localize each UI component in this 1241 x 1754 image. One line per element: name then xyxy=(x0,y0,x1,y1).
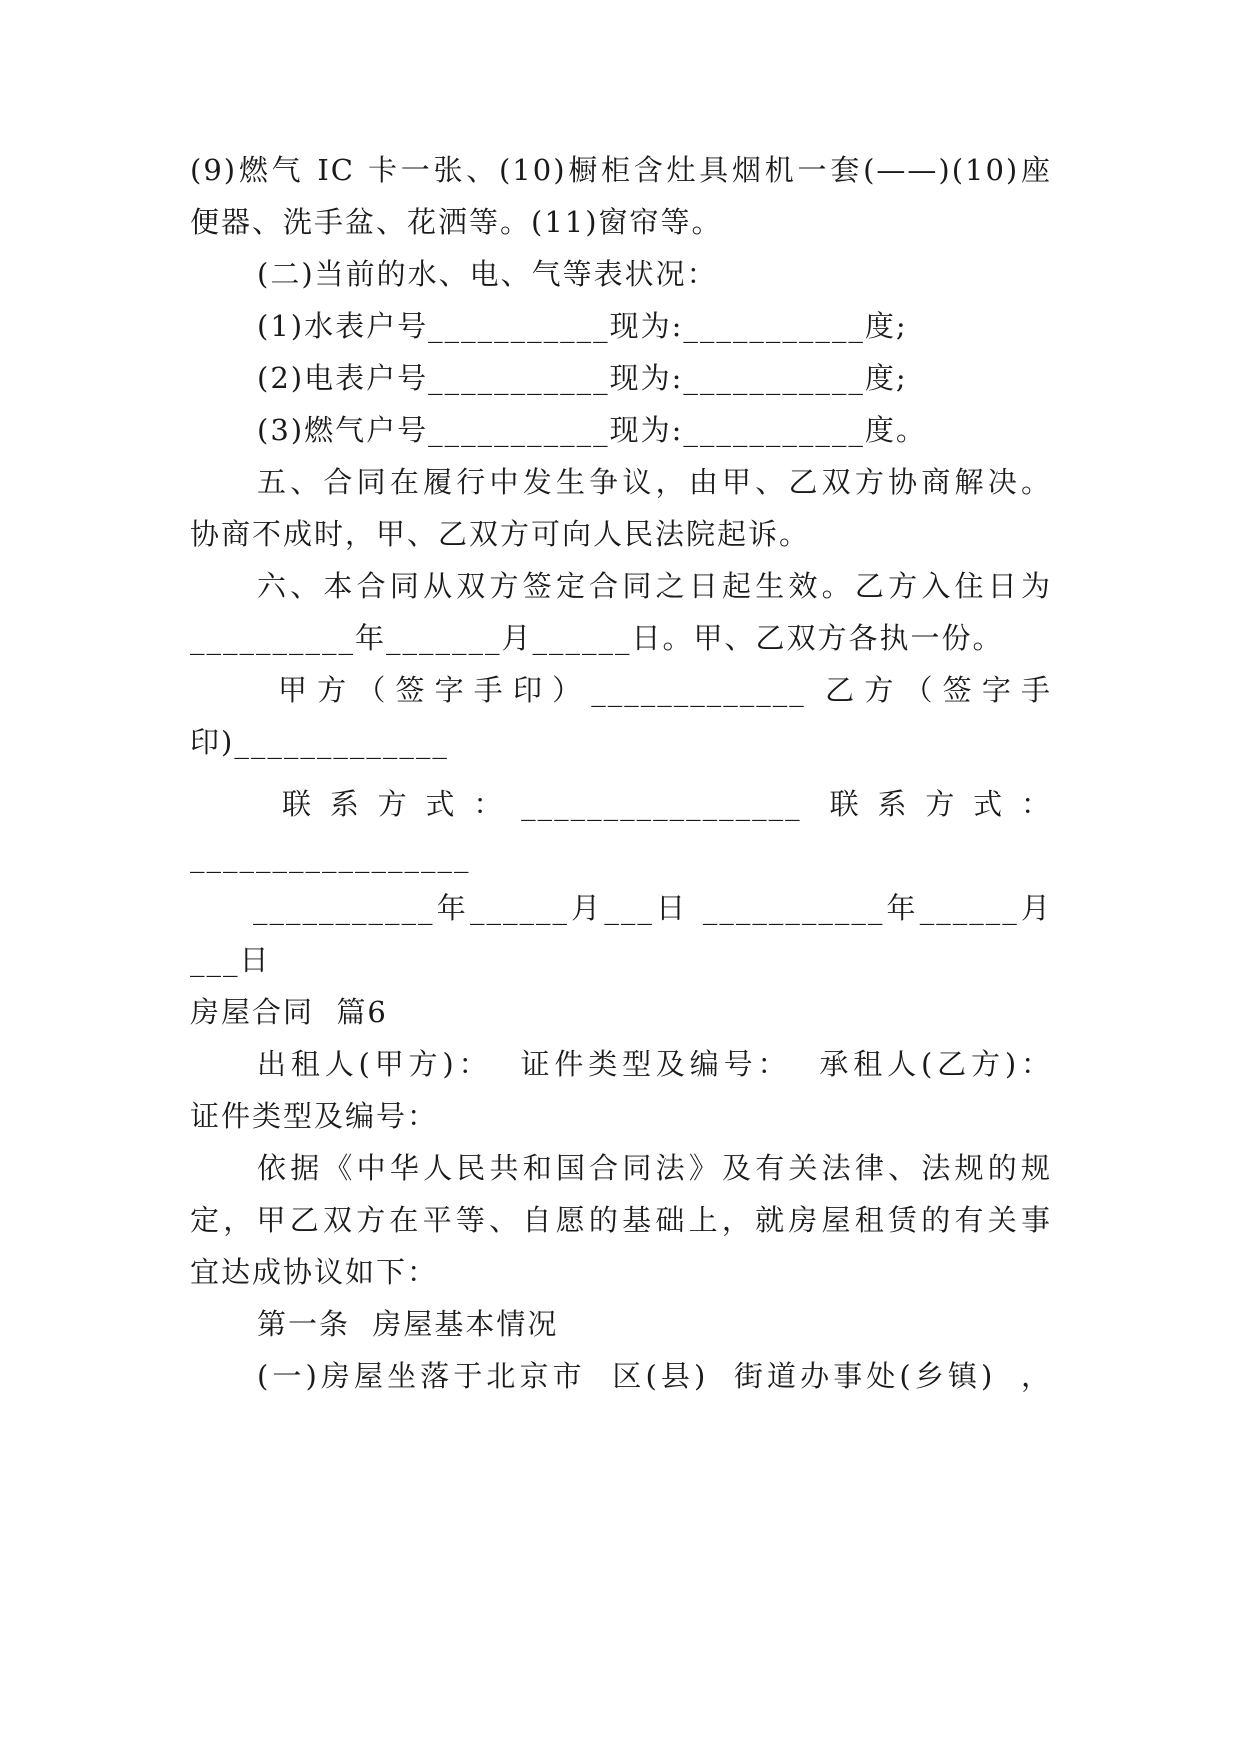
text-line: ___日 xyxy=(190,943,271,977)
date-line: ___________年______月___日 ___________年______月 xyxy=(253,891,1052,925)
text-line: 定，甲乙双方在平等、自愿的基础上，就房屋租赁的有关事 xyxy=(190,1203,1052,1237)
text-line: 六、本合同从双方签定合同之日起生效。乙方入住日为 xyxy=(257,569,1052,603)
text-line: _________________ xyxy=(190,839,471,873)
text-line: 证件类型及编号： xyxy=(190,1099,439,1133)
article-heading: 第一条 房屋基本情况 xyxy=(257,1307,559,1341)
text-line: __________年_______月______日。甲、乙双方各执一份。 xyxy=(190,621,1004,655)
text-line: 出租人(甲方)： 证件类型及编号： 承租人(乙方)： xyxy=(257,1047,1052,1081)
text-line: 协商不成时，甲、乙双方可向人民法院起诉。 xyxy=(190,517,811,551)
section-heading: 房屋合同 篇6 xyxy=(190,995,388,1029)
signature-line: 甲方（签字手印）_____________ 乙方（签字手 xyxy=(278,673,1052,707)
text-line: 宜达成协议如下： xyxy=(190,1255,439,1289)
text-line: 便器、洗手盆、花洒等。(11)窗帘等。 xyxy=(190,205,723,239)
contact-line: 联系方式：_________________ 联系方式： xyxy=(282,787,1052,821)
text-line: (1)水表户号___________现为:___________度; xyxy=(257,309,908,343)
text-line: (9)燃气 IC 卡一张、(10)橱柜含灶具烟机一套(——)(10)座 xyxy=(190,153,1052,187)
text-line: (3)燃气户号___________现为:___________度。 xyxy=(257,413,927,447)
text-line: 依据《中华人民共和国合同法》及有关法律、法规的规 xyxy=(257,1151,1052,1185)
text-line: 印)_____________ xyxy=(190,725,449,759)
text-line: (二)当前的水、电、气等表状况： xyxy=(257,257,718,291)
text-line: (2)电表户号___________现为:___________度; xyxy=(257,361,908,395)
text-line: (一)房屋坐落于北京市 区(县) 街道办事处(乡镇) ， xyxy=(257,1359,1052,1393)
text-line: 五、合同在履行中发生争议，由甲、乙双方协商解决。 xyxy=(257,465,1052,499)
